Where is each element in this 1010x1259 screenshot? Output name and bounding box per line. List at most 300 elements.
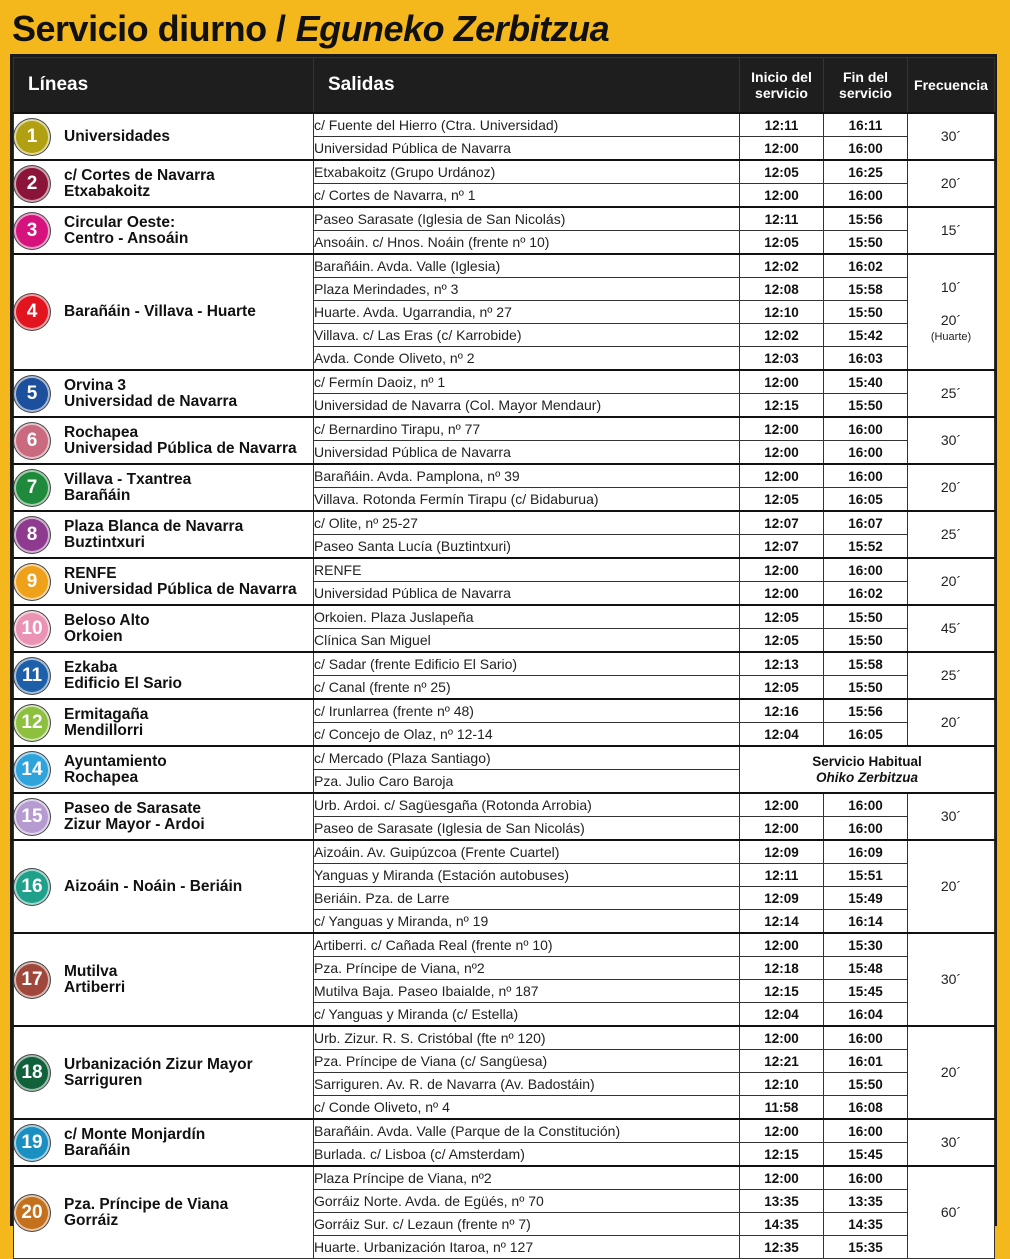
departure-stop: Barañáin. Avda. Valle (Iglesia) (314, 254, 740, 278)
line-label (14, 962, 313, 998)
line-name (64, 304, 256, 320)
end-time: 14:35 (824, 1213, 908, 1236)
table-row (14, 1166, 995, 1190)
frequency-value: 30´ (940, 808, 962, 824)
departure-stop: Villava. c/ Las Eras (c/ Karrobide) (314, 324, 740, 347)
line-number-badge: 6 (14, 423, 50, 459)
end-time: 15:50 (824, 301, 908, 324)
line-label (14, 752, 313, 788)
line-name-part: Plaza Blanca de Navarra (64, 517, 244, 535)
line-cell (14, 933, 314, 1026)
frequency (908, 1166, 995, 1259)
line-cell (14, 652, 314, 699)
frequency-value: 25´ (940, 385, 962, 401)
start-time: 12:05 (740, 605, 824, 629)
line-name (64, 1197, 228, 1229)
header-inicio: Inicio del servicio (740, 58, 824, 114)
end-time: 16:05 (824, 723, 908, 747)
departure-stop: c/ Yanguas y Miranda, nº 19 (314, 910, 740, 934)
frequency-value-alt: 20´ (940, 311, 962, 328)
line-name (64, 168, 215, 200)
start-time: 12:35 (740, 1236, 824, 1259)
frequency-value: 25´ (940, 667, 962, 683)
end-time: 15:50 (824, 231, 908, 255)
start-time: 12:00 (740, 558, 824, 582)
departure-stop: Plaza Merindades, nº 3 (314, 278, 740, 301)
frequency (908, 417, 995, 464)
line-name (64, 215, 188, 247)
line-cell (14, 370, 314, 417)
line-name-part: Sarriguren (64, 1071, 143, 1089)
end-time: 15:50 (824, 1073, 908, 1096)
end-time: 15:58 (824, 652, 908, 676)
end-time: 16:00 (824, 558, 908, 582)
frequency (908, 370, 995, 417)
line-name-part: Pza. Príncipe de Viana (64, 1195, 229, 1213)
line-cell (14, 511, 314, 558)
frequency (908, 160, 995, 207)
start-time: 12:11 (740, 864, 824, 887)
table-row (14, 699, 995, 723)
end-time: 16:08 (824, 1096, 908, 1120)
line-name (64, 472, 191, 504)
frequency-value: 20´ (940, 714, 962, 730)
frequency-value: 30´ (940, 1134, 962, 1150)
frequency (908, 652, 995, 699)
line-name-part: Gorráiz (64, 1211, 119, 1229)
line-label (14, 705, 313, 741)
start-time: 12:14 (740, 910, 824, 934)
line-cell (14, 1119, 314, 1166)
start-time: 12:07 (740, 535, 824, 559)
line-number-badge: 14 (14, 752, 50, 788)
departure-stop: Burlada. c/ Lisboa (c/ Amsterdam) (314, 1143, 740, 1167)
start-time: 12:00 (740, 441, 824, 465)
line-name-part: Orvina 3 (64, 376, 127, 394)
schedule-panel (10, 54, 997, 1255)
end-time: 16:03 (824, 347, 908, 371)
end-time: 15:56 (824, 699, 908, 723)
end-time: 16:02 (824, 582, 908, 606)
line-name-part: c/ Cortes de Navarra (64, 166, 215, 184)
frequency (908, 113, 995, 160)
line-number-badge: 19 (14, 1125, 50, 1161)
line-name-part: Universidad Pública de Navarra (64, 580, 297, 598)
departure-stop: Paseo Santa Lucía (Buztintxuri) (314, 535, 740, 559)
departure-stop: c/ Cortes de Navarra, nº 1 (314, 184, 740, 208)
frequency (908, 511, 995, 558)
frequency-value: 15´ (940, 222, 962, 238)
line-label (14, 1195, 313, 1231)
end-time: 16:05 (824, 488, 908, 512)
line-number-badge: 12 (14, 705, 50, 741)
start-time: 12:11 (740, 113, 824, 137)
end-time: 15:50 (824, 629, 908, 653)
line-name-part: Edificio El Sario (64, 674, 182, 692)
departure-stop: c/ Bernardino Tirapu, nº 77 (314, 417, 740, 441)
start-time: 12:00 (740, 1119, 824, 1143)
end-time: 16:00 (824, 817, 908, 841)
end-time: 16:09 (824, 840, 908, 864)
departure-stop: Urb. Ardoi. c/ Sagüesgaña (Rotonda Arrobia) (314, 793, 740, 817)
end-time: 15:48 (824, 957, 908, 980)
end-time: 13:35 (824, 1190, 908, 1213)
page-title (12, 6, 609, 52)
end-time: 16:11 (824, 113, 908, 137)
line-name-part: Rochapea (64, 423, 139, 441)
end-time: 16:00 (824, 1166, 908, 1190)
table-row (14, 207, 995, 231)
table-row (14, 113, 995, 137)
line-number-badge: 4 (14, 294, 50, 330)
departure-stop: Paseo de Sarasate (Iglesia de San Nicolás) (314, 817, 740, 841)
departure-stop: Pza. Príncipe de Viana (c/ Sangüesa) (314, 1050, 740, 1073)
line-number-badge: 20 (14, 1195, 50, 1231)
table-row (14, 793, 995, 817)
line-cell (14, 793, 314, 840)
line-name-part: Paseo de Sarasate (64, 799, 202, 817)
departure-stop: c/ Yanguas y Miranda (c/ Estella) (314, 1003, 740, 1027)
line-name-part: Etxabakoitz (64, 182, 151, 200)
frequency (908, 207, 995, 254)
line-number-badge: 8 (14, 517, 50, 553)
line-name-part: Barañáin (64, 486, 131, 504)
end-time: 15:50 (824, 394, 908, 418)
line-name-part: Barañáin (64, 1141, 131, 1159)
frequency-note: (Huarte) (930, 330, 972, 343)
departure-stop: Avda. Conde Oliveto, nº 2 (314, 347, 740, 371)
line-number-badge: 3 (14, 213, 50, 249)
departure-stop: c/ Concejo de Olaz, nº 12-14 (314, 723, 740, 747)
start-time: 12:05 (740, 629, 824, 653)
line-name (64, 425, 297, 457)
departure-stop: c/ Canal (frente nº 25) (314, 676, 740, 700)
start-time: 12:09 (740, 887, 824, 910)
line-cell (14, 160, 314, 207)
table-row (14, 1119, 995, 1143)
start-time: 12:05 (740, 488, 824, 512)
start-time: 12:00 (740, 817, 824, 841)
line-name-part: c/ Monte Monjardín (64, 1125, 206, 1143)
start-time: 12:11 (740, 207, 824, 231)
line-cell (14, 605, 314, 652)
line-label (14, 517, 313, 553)
start-time: 12:02 (740, 324, 824, 347)
line-name-part: Artiberri (64, 978, 126, 996)
frequency (908, 1026, 995, 1119)
departure-stop: Artiberri. c/ Cañada Real (frente nº 10) (314, 933, 740, 957)
line-name (64, 613, 150, 645)
end-time: 16:14 (824, 910, 908, 934)
line-number-badge: 7 (14, 470, 50, 506)
end-time: 15:56 (824, 207, 908, 231)
start-time: 14:35 (740, 1213, 824, 1236)
departure-stop: Sarriguren. Av. R. de Navarra (Av. Badostáin) (314, 1073, 740, 1096)
departure-stop: c/ Sadar (frente Edificio El Sario) (314, 652, 740, 676)
line-name (64, 566, 297, 598)
departure-stop: Universidad de Navarra (Col. Mayor Mendaur) (314, 394, 740, 418)
line-number-badge: 5 (14, 376, 50, 412)
start-time: 12:04 (740, 1003, 824, 1027)
line-name-part: Villava - Txantrea (64, 470, 192, 488)
table-row (14, 160, 995, 184)
departure-stop: c/ Mercado (Plaza Santiago) (314, 746, 740, 770)
end-time: 16:00 (824, 417, 908, 441)
line-label (14, 166, 313, 202)
line-name (64, 801, 205, 833)
start-time: 12:15 (740, 1143, 824, 1167)
frequency (908, 464, 995, 511)
start-time: 12:10 (740, 1073, 824, 1096)
departure-stop: Huarte. Urbanización Itaroa, nº 127 (314, 1236, 740, 1259)
line-label (14, 658, 313, 694)
end-time: 16:25 (824, 160, 908, 184)
habitual-service-note (740, 746, 995, 793)
line-name-part: Buztintxuri (64, 533, 145, 551)
table-row (14, 933, 995, 957)
line-label (14, 119, 313, 155)
header-lineas: Líneas (14, 58, 314, 114)
line-label (14, 376, 313, 412)
line-name (64, 129, 170, 145)
line-name-part: Zizur Mayor - Ardoi (64, 815, 205, 833)
start-time: 12:00 (740, 933, 824, 957)
departure-stop: Mutilva Baja. Paseo Ibaialde, nº 187 (314, 980, 740, 1003)
line-name (64, 707, 148, 739)
line-number-badge: 2 (14, 166, 50, 202)
departure-stop: Etxabakoitz (Grupo Urdánoz) (314, 160, 740, 184)
departure-stop: c/ Fermín Daoiz, nº 1 (314, 370, 740, 394)
end-time: 16:00 (824, 1026, 908, 1050)
departure-stop: Gorráiz Sur. c/ Lezaun (frente nº 7) (314, 1213, 740, 1236)
departure-stop: c/ Irunlarrea (frente nº 48) (314, 699, 740, 723)
line-cell (14, 207, 314, 254)
end-time: 16:00 (824, 793, 908, 817)
start-time: 12:10 (740, 301, 824, 324)
start-time: 12:05 (740, 676, 824, 700)
end-time: 16:00 (824, 464, 908, 488)
frequency (908, 605, 995, 652)
table-row (14, 370, 995, 394)
habitual-es: Servicio Habitual (812, 753, 922, 769)
frequency (908, 699, 995, 746)
table-row (14, 558, 995, 582)
end-time: 16:00 (824, 137, 908, 161)
start-time: 12:16 (740, 699, 824, 723)
line-name (64, 879, 242, 895)
line-name-part: Universidades (64, 127, 170, 145)
line-name-part: Mutilva (64, 962, 118, 980)
frequency-value: 25´ (940, 526, 962, 542)
end-time: 15:30 (824, 933, 908, 957)
start-time: 12:09 (740, 840, 824, 864)
departure-stop: Urb. Zizur. R. S. Cristóbal (fte nº 120) (314, 1026, 740, 1050)
departure-stop: Clínica San Miguel (314, 629, 740, 653)
line-name-part: Barañáin - Villava - Huarte (64, 303, 256, 320)
end-time: 16:00 (824, 184, 908, 208)
line-cell (14, 840, 314, 933)
start-time: 12:00 (740, 137, 824, 161)
end-time: 15:42 (824, 324, 908, 347)
line-number-badge: 9 (14, 564, 50, 600)
line-name-part: Ayuntamiento (64, 752, 167, 770)
line-name-part: Circular Oeste: (64, 213, 176, 231)
line-cell (14, 254, 314, 370)
end-time: 16:01 (824, 1050, 908, 1073)
schedule-body (14, 113, 995, 1259)
frequency-value: 10´ (940, 278, 962, 295)
start-time: 12:00 (740, 1166, 824, 1190)
header-salidas: Salidas (314, 58, 740, 114)
start-time: 12:00 (740, 1026, 824, 1050)
end-time: 16:07 (824, 511, 908, 535)
start-time: 13:35 (740, 1190, 824, 1213)
end-time: 15:58 (824, 278, 908, 301)
line-cell (14, 417, 314, 464)
departure-stop: Villava. Rotonda Fermín Tirapu (c/ Bidaburua) (314, 488, 740, 512)
start-time: 12:02 (740, 254, 824, 278)
frequency (908, 254, 995, 370)
end-time: 15:45 (824, 1143, 908, 1167)
end-time: 15:52 (824, 535, 908, 559)
line-label (14, 213, 313, 249)
start-time: 12:15 (740, 394, 824, 418)
line-cell (14, 558, 314, 605)
line-label (14, 869, 313, 905)
line-name-part: Centro - Ansoáin (64, 229, 189, 247)
line-name-part: Universidad Pública de Navarra (64, 439, 297, 457)
departure-stop: Pza. Príncipe de Viana, nº2 (314, 957, 740, 980)
line-cell (14, 1166, 314, 1259)
departure-stop: Barañáin. Avda. Valle (Parque de la Constitución) (314, 1119, 740, 1143)
end-time: 15:51 (824, 864, 908, 887)
header-frecuencia: Frecuencia (908, 58, 995, 114)
table-row (14, 746, 995, 770)
frequency (908, 558, 995, 605)
departure-stop: Universidad Pública de Navarra (314, 441, 740, 465)
departure-stop: Huarte. Avda. Ugarrandia, nº 27 (314, 301, 740, 324)
schedule-table (13, 57, 995, 1259)
line-name (64, 1127, 205, 1159)
title-es: Servicio diurno / (12, 8, 286, 49)
line-name (64, 754, 167, 786)
start-time: 12:07 (740, 511, 824, 535)
departure-stop: Universidad Pública de Navarra (314, 582, 740, 606)
start-time: 12:00 (740, 417, 824, 441)
habitual-eu: Ohiko Zerbitzua (815, 769, 918, 785)
table-row (14, 605, 995, 629)
line-name-part: Orkoien (64, 627, 123, 645)
table-row (14, 511, 995, 535)
start-time: 12:05 (740, 231, 824, 255)
line-label (14, 1125, 313, 1161)
departure-stop: c/ Olite, nº 25-27 (314, 511, 740, 535)
line-cell (14, 699, 314, 746)
line-name-part: RENFE (64, 564, 117, 582)
table-row (14, 652, 995, 676)
line-name-part: Mendillorri (64, 721, 144, 739)
line-cell (14, 1026, 314, 1119)
line-number-badge: 17 (14, 962, 50, 998)
departure-stop: Ansoáin. c/ Hnos. Noáin (frente nº 10) (314, 231, 740, 255)
frequency-value: 20´ (940, 878, 962, 894)
departure-stop: Orkoien. Plaza Juslapeña (314, 605, 740, 629)
line-number-badge: 18 (14, 1055, 50, 1091)
line-number-badge: 11 (14, 658, 50, 694)
start-time: 12:03 (740, 347, 824, 371)
start-time: 12:00 (740, 184, 824, 208)
start-time: 12:13 (740, 652, 824, 676)
departure-stop: Gorráiz Norte. Avda. de Egüés, nº 70 (314, 1190, 740, 1213)
line-name-part: Beloso Alto (64, 611, 150, 629)
departure-stop: Paseo Sarasate (Iglesia de San Nicolás) (314, 207, 740, 231)
line-label (14, 470, 313, 506)
end-time: 15:45 (824, 980, 908, 1003)
end-time: 15:49 (824, 887, 908, 910)
frequency (908, 1119, 995, 1166)
line-cell (14, 113, 314, 160)
line-label (14, 1055, 313, 1091)
departure-stop: Beriáin. Pza. de Larre (314, 887, 740, 910)
end-time: 15:40 (824, 370, 908, 394)
start-time: 12:00 (740, 370, 824, 394)
start-time: 12:18 (740, 957, 824, 980)
start-time: 11:58 (740, 1096, 824, 1120)
departure-stop: c/ Conde Oliveto, nº 4 (314, 1096, 740, 1120)
frequency-value: 20´ (940, 175, 962, 191)
start-time: 12:00 (740, 793, 824, 817)
frequency-value: 60´ (940, 1204, 962, 1220)
line-name-part: Universidad de Navarra (64, 392, 238, 410)
end-time: 16:00 (824, 1119, 908, 1143)
departure-stop: RENFE (314, 558, 740, 582)
start-time: 12:00 (740, 582, 824, 606)
frequency (908, 793, 995, 840)
departure-stop: Universidad Pública de Navarra (314, 137, 740, 161)
end-time: 16:04 (824, 1003, 908, 1027)
frequency-value: 20´ (940, 573, 962, 589)
line-cell (14, 746, 314, 793)
frequency (908, 933, 995, 1026)
table-row (14, 464, 995, 488)
frequency-value: 30´ (940, 971, 962, 987)
line-number-badge: 16 (14, 869, 50, 905)
frequency (908, 840, 995, 933)
line-cell (14, 464, 314, 511)
departure-stop: Pza. Julio Caro Baroja (314, 770, 740, 794)
line-name-part: Ezkaba (64, 658, 118, 676)
frequency-value: 30´ (940, 432, 962, 448)
end-time: 15:50 (824, 676, 908, 700)
line-name (64, 519, 243, 551)
line-label (14, 423, 313, 459)
table-row (14, 417, 995, 441)
table-row (14, 254, 995, 278)
departure-stop: Barañáin. Avda. Pamplona, nº 39 (314, 464, 740, 488)
frequency-value: 45´ (940, 620, 962, 636)
start-time: 12:00 (740, 464, 824, 488)
line-name-part: Urbanización Zizur Mayor (64, 1055, 253, 1073)
start-time: 12:21 (740, 1050, 824, 1073)
start-time: 12:04 (740, 723, 824, 747)
table-row (14, 1026, 995, 1050)
end-time: 16:02 (824, 254, 908, 278)
departure-stop: Aizoáin. Av. Guipúzcoa (Frente Cuartel) (314, 840, 740, 864)
start-time: 12:08 (740, 278, 824, 301)
line-name-part: Rochapea (64, 768, 139, 786)
title-eu: Eguneko Zerbitzua (295, 8, 610, 49)
line-name-part: Aizoáin - Noáin - Beriáin (64, 877, 243, 895)
